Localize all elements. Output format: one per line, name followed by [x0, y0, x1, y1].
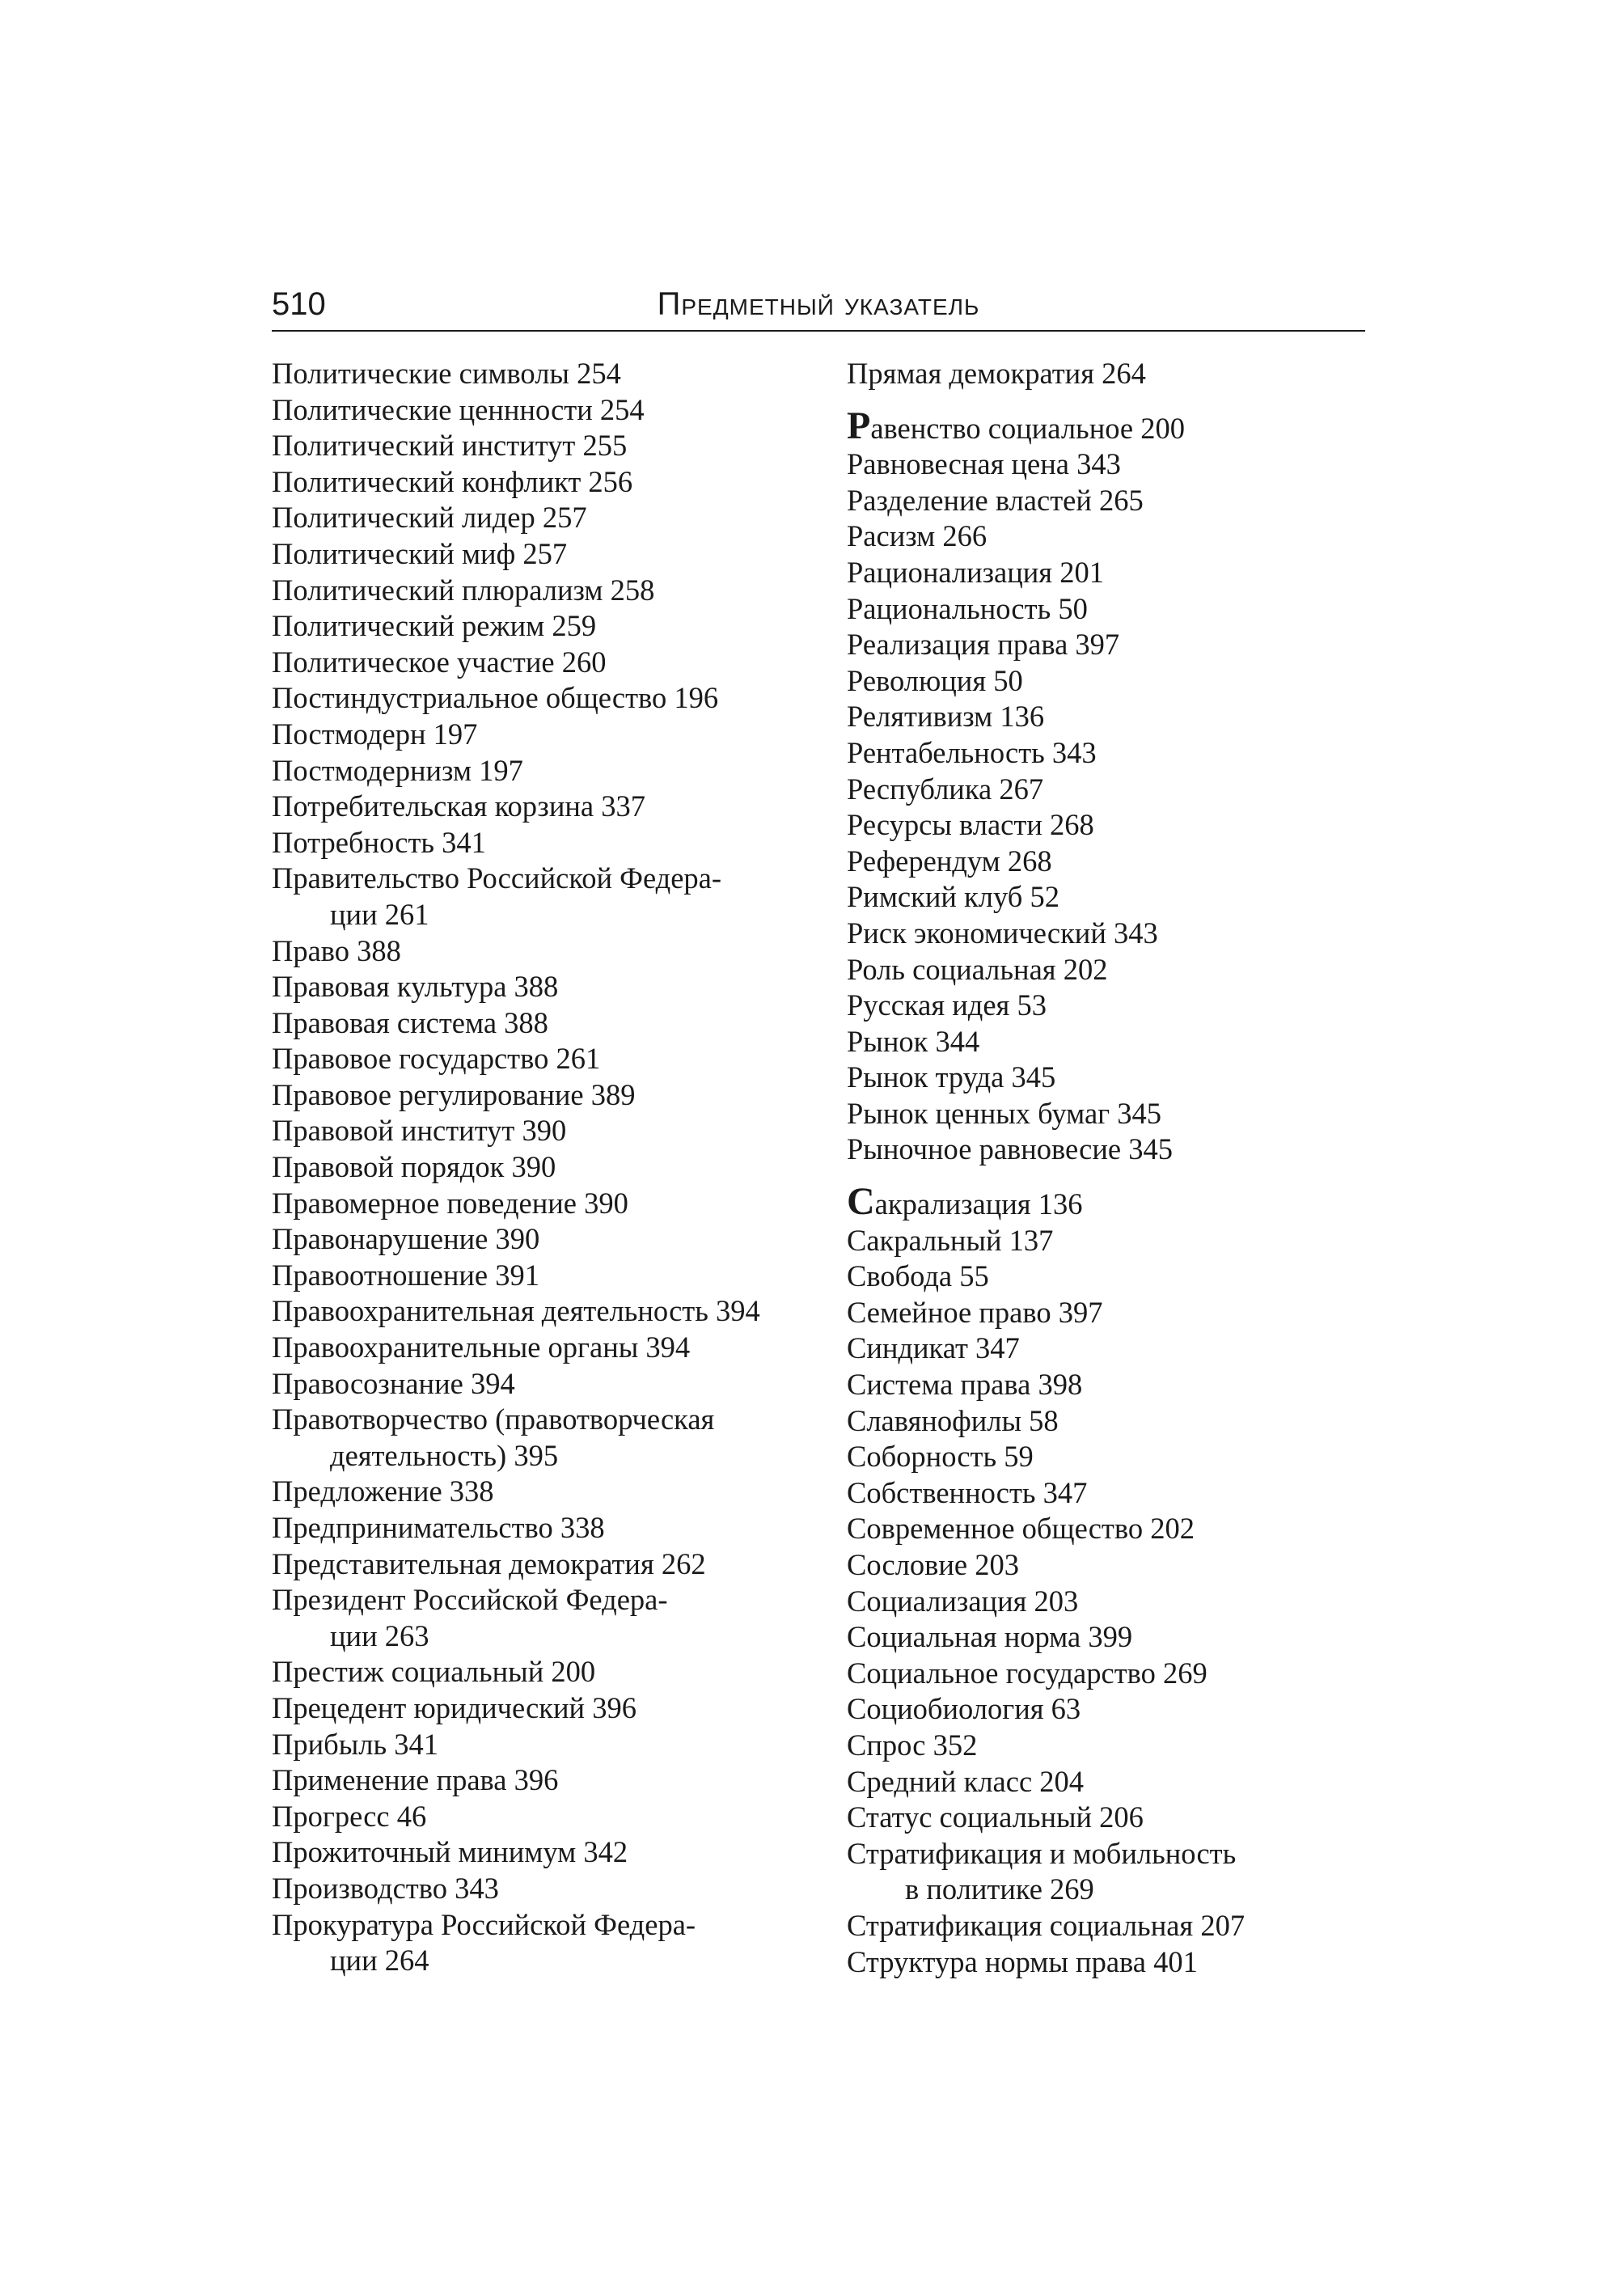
- index-entry-text: [847, 879, 1381, 916]
- index-term: Правонарушение 390: [272, 1222, 540, 1256]
- index-term: Президент Российской Федера-: [272, 1583, 668, 1617]
- index-term: Рынок ценных бумаг 345: [847, 1096, 1162, 1130]
- index-entry-text: [847, 1944, 1381, 1981]
- index-entry: [847, 735, 1381, 772]
- index-entry-text: [272, 1077, 822, 1114]
- index-entry-continuation: ции 264: [330, 1944, 429, 1978]
- index-term: Спрос 352: [847, 1728, 978, 1762]
- index-entry: [847, 1295, 1381, 1331]
- index-term: Статус социальный 206: [847, 1800, 1144, 1834]
- index-entry: [272, 1113, 822, 1149]
- index-entry-text: [847, 446, 1381, 483]
- index-entry-text: [847, 1547, 1381, 1584]
- index-entry-text: [847, 1764, 1381, 1800]
- index-entry-text: [847, 1728, 1381, 1764]
- index-entry: [272, 573, 822, 609]
- index-entry-text: [847, 1367, 1381, 1403]
- index-term: Стратификация и мобильность: [847, 1836, 1237, 1870]
- index-entry: [272, 969, 822, 1005]
- index-term: Политический лидер 257: [272, 501, 587, 535]
- index-entry: [847, 1096, 1381, 1132]
- index-entry: [847, 483, 1381, 519]
- index-entry-text: [272, 500, 822, 536]
- index-entry: [272, 1834, 822, 1871]
- index-entry: [847, 627, 1381, 663]
- index-entry-text: [272, 645, 822, 681]
- index-entry-text: [847, 404, 1381, 447]
- index-term: Правоохранительная деятельность 394: [272, 1294, 760, 1328]
- index-term: Свобода 55: [847, 1259, 989, 1293]
- index-term: Прямая демократия 264: [847, 357, 1146, 390]
- index-entry: [272, 1907, 822, 1979]
- index-entry: [272, 825, 822, 861]
- index-entry: [847, 1475, 1381, 1512]
- index-term: Политический институт 255: [272, 429, 628, 463]
- index-entry: [847, 844, 1381, 880]
- index-entry: [847, 1439, 1381, 1475]
- index-entry: [272, 1582, 822, 1654]
- index-entry: [847, 916, 1381, 952]
- index-term: Правоотношение 391: [272, 1258, 539, 1292]
- index-entry-continuation: в политике 269: [905, 1872, 1094, 1906]
- index-entry-text: [847, 1511, 1381, 1547]
- index-entry: [847, 1728, 1381, 1764]
- index-entry-text: [272, 1871, 822, 1907]
- index-term: Политические символы 254: [272, 357, 621, 390]
- index-entry-text: [847, 1060, 1381, 1096]
- index-term: Постмодерн 197: [272, 717, 478, 751]
- index-entry-text: [847, 1223, 1381, 1259]
- index-entry: [847, 1547, 1381, 1584]
- index-entry: [847, 699, 1381, 735]
- index-term: Русская идея 53: [847, 988, 1047, 1022]
- section-initial-letter: Р: [847, 404, 871, 447]
- index-entry-text: [847, 1295, 1381, 1331]
- index-term: Правоохранительные органы 394: [272, 1331, 691, 1364]
- index-entry: [272, 428, 822, 464]
- index-entry: [847, 807, 1381, 844]
- index-term: Расизм 266: [847, 519, 988, 553]
- index-entry-text: [272, 1330, 822, 1366]
- index-entry: [272, 356, 822, 392]
- index-entry: [272, 861, 822, 933]
- index-term: Правотворчество (правотворческая: [272, 1402, 715, 1436]
- index-term: Правовое регулирование 389: [272, 1077, 636, 1111]
- index-entry-text: [847, 1584, 1381, 1620]
- index-term: Прибыль 341: [272, 1727, 438, 1761]
- index-term: Политический конфликт 256: [272, 464, 633, 498]
- index-term: Равновесная цена 343: [847, 447, 1121, 481]
- index-column-left: [272, 356, 822, 1979]
- index-term: Римский клуб 52: [847, 880, 1059, 914]
- index-entry-text: [272, 1041, 822, 1077]
- index-term: Разделение властей 265: [847, 483, 1144, 517]
- index-entry-text: [847, 1096, 1381, 1132]
- index-term: Прецедент юридический 396: [272, 1690, 636, 1724]
- running-title: Предметный указатель: [657, 286, 980, 322]
- index-entry: [847, 1800, 1381, 1836]
- index-term: Применение права 396: [272, 1763, 559, 1797]
- index-entry-continuation: деятельность) 395: [330, 1438, 559, 1472]
- index-term: Синдикат 347: [847, 1331, 1020, 1365]
- index-entry-text: [272, 969, 822, 1005]
- index-entry-text: [847, 1836, 1381, 1872]
- index-entry: [847, 1836, 1381, 1908]
- index-term: Рынок 344: [847, 1024, 980, 1058]
- index-entry: [272, 1330, 822, 1366]
- index-entry: [847, 663, 1381, 700]
- index-entry: [272, 1149, 822, 1186]
- index-term: Рынок труда 345: [847, 1060, 1056, 1094]
- index-entry-text: [847, 1908, 1381, 1944]
- index-entry: [272, 1727, 822, 1763]
- index-entry-continuation: ции 261: [330, 897, 429, 931]
- index-entry-text: [847, 483, 1381, 519]
- index-term: Политические ценнности 254: [272, 392, 645, 426]
- index-entry-text: [272, 789, 822, 825]
- index-entry-text: [847, 952, 1381, 988]
- index-term: Семейное право 397: [847, 1295, 1103, 1329]
- index-entry-text: [272, 1186, 822, 1222]
- index-entry-continuation: ции 263: [330, 1618, 429, 1652]
- index-entry: [272, 1474, 822, 1510]
- index-term: Политический плюрализм 258: [272, 573, 655, 607]
- index-term: Представительная демократия 262: [272, 1546, 706, 1580]
- page-number: 510: [272, 286, 326, 322]
- index-term: Славянофилы 58: [847, 1403, 1059, 1437]
- index-entry: [272, 1005, 822, 1042]
- index-entry: [847, 1511, 1381, 1547]
- index-term: Собственность 347: [847, 1475, 1088, 1509]
- section-initial-letter: С: [847, 1180, 875, 1224]
- index-entry-text: [847, 1024, 1381, 1060]
- index-term: Социализация 203: [847, 1584, 1079, 1618]
- index-term: Прогресс 46: [272, 1799, 427, 1833]
- index-term: Политический режим 259: [272, 609, 597, 643]
- index-entry: [847, 1367, 1381, 1403]
- index-entry-text: [847, 1132, 1381, 1168]
- index-entry: [847, 1132, 1381, 1168]
- index-entry: [847, 1403, 1381, 1440]
- index-entry: [847, 1180, 1381, 1224]
- index-entry: [272, 1258, 822, 1294]
- index-entry: [272, 1510, 822, 1546]
- index-term: Политическое участие 260: [272, 645, 607, 679]
- index-entry-text: [272, 1834, 822, 1871]
- index-entry: [847, 988, 1381, 1024]
- index-entry-text: [847, 1439, 1381, 1475]
- index-entry: [847, 772, 1381, 808]
- index-entry-text: [272, 1258, 822, 1294]
- index-entry-text: [847, 772, 1381, 808]
- index-term: Стратификация социальная 207: [847, 1908, 1245, 1942]
- index-entry-text: [272, 1005, 822, 1042]
- index-term: Правовая система 388: [272, 1005, 548, 1039]
- index-entry-text: [272, 1293, 822, 1330]
- index-entry: [272, 392, 822, 429]
- index-entry-text: [272, 1474, 822, 1510]
- index-entry-text: [847, 356, 1381, 392]
- index-entry-text: [272, 1366, 822, 1402]
- index-term: Сословие 203: [847, 1548, 1020, 1581]
- index-term: Социобиология 63: [847, 1692, 1081, 1726]
- index-term: Предпринимательство 338: [272, 1511, 605, 1544]
- index-entry: [847, 879, 1381, 916]
- index-term: Производство 343: [272, 1871, 499, 1905]
- index-term: Структура нормы права 401: [847, 1944, 1198, 1978]
- index-term: Рационализация 201: [847, 555, 1104, 589]
- index-term: Релятивизм 136: [847, 700, 1045, 734]
- index-entry-text: [272, 1510, 822, 1546]
- index-entry: [847, 404, 1381, 447]
- index-entry-text: [272, 825, 822, 861]
- index-entry: [272, 1799, 822, 1835]
- index-entry-text: [847, 1180, 1381, 1224]
- index-entry-text: [272, 428, 822, 464]
- index-term: Сакральный 137: [847, 1223, 1054, 1257]
- index-entry-text: [272, 536, 822, 573]
- index-entry: [847, 1944, 1381, 1981]
- index-term: Правосознание 394: [272, 1366, 515, 1400]
- index-entry: [272, 753, 822, 789]
- index-entry-text: [847, 699, 1381, 735]
- index-entry: [272, 1221, 822, 1258]
- index-entry-text: [272, 933, 822, 970]
- index-entry: [847, 952, 1381, 988]
- index-term: Престиж социальный 200: [272, 1655, 596, 1689]
- index-term: Рыночное равновесие 345: [847, 1132, 1173, 1166]
- index-entry-text: [847, 844, 1381, 880]
- index-entry-text: [847, 916, 1381, 952]
- index-term: Роль социальная 202: [847, 952, 1108, 986]
- index-entry-text: [847, 735, 1381, 772]
- index-entry-text: [272, 1221, 822, 1258]
- index-entry-text: [272, 1582, 822, 1618]
- index-term: Прокуратура Российской Федера-: [272, 1907, 696, 1941]
- index-term: Ресурсы власти 268: [847, 808, 1094, 842]
- index-entry: [847, 446, 1381, 483]
- index-term: Референдум 268: [847, 844, 1052, 878]
- index-entry: [847, 1259, 1381, 1295]
- index-entry-text: [272, 1907, 822, 1944]
- index-entry-text: [847, 1656, 1381, 1692]
- index-entry-text: [847, 1800, 1381, 1836]
- index-entry: [272, 500, 822, 536]
- index-entry-text: [847, 1331, 1381, 1367]
- index-entry: [847, 591, 1381, 628]
- index-entry: [272, 933, 822, 970]
- page-header: [272, 275, 1365, 332]
- index-column-right: [847, 356, 1381, 1980]
- index-entry: [272, 717, 822, 753]
- index-entry-text: [272, 1149, 822, 1186]
- index-entry-text: [272, 1113, 822, 1149]
- index-entry-text: [847, 1691, 1381, 1728]
- index-entry: [272, 680, 822, 717]
- index-entry-text: [847, 1403, 1381, 1440]
- index-entry-text: [272, 1690, 822, 1727]
- index-entry: [272, 1871, 822, 1907]
- index-entry: [272, 1546, 822, 1583]
- index-term: Предложение 338: [272, 1474, 494, 1508]
- index-term: Право 388: [272, 933, 401, 967]
- index-term: Социальная норма 399: [847, 1620, 1133, 1654]
- index-entry-text: [272, 1402, 822, 1438]
- index-entry: [847, 1060, 1381, 1096]
- index-term: Революция 50: [847, 663, 1023, 697]
- index-entry-text: [847, 1619, 1381, 1656]
- index-term: Современное общество 202: [847, 1512, 1195, 1546]
- index-term: Правомерное поведение 390: [272, 1186, 628, 1220]
- index-term: Правовое государство 261: [272, 1042, 601, 1076]
- index-term: Республика 267: [847, 772, 1044, 806]
- index-entry: [272, 1186, 822, 1222]
- index-entry: [272, 1293, 822, 1330]
- index-entry-text: [272, 717, 822, 753]
- index-entry: [847, 555, 1381, 591]
- index-entry: [272, 645, 822, 681]
- index-entry-text: [272, 464, 822, 501]
- index-entry-text: [847, 663, 1381, 700]
- index-entry-text: [847, 555, 1381, 591]
- index-entry-text: [272, 1546, 822, 1583]
- index-term: Правовой институт 390: [272, 1114, 567, 1148]
- index-entry-text: [272, 861, 822, 897]
- index-term: акрализация 136: [874, 1187, 1083, 1221]
- index-term: Рентабельность 343: [847, 735, 1097, 769]
- index-entry-text: [847, 807, 1381, 844]
- index-entry: [272, 1654, 822, 1690]
- index-entry-text: [272, 1762, 822, 1799]
- index-entry: [847, 1619, 1381, 1656]
- index-entry-text: [847, 988, 1381, 1024]
- index-entry: [272, 608, 822, 645]
- index-entry-text: [847, 1259, 1381, 1295]
- index-term: Постмодернизм 197: [272, 753, 523, 787]
- index-term: Правовой порядок 390: [272, 1150, 556, 1184]
- index-entry: [272, 1366, 822, 1402]
- index-entry-text: [272, 608, 822, 645]
- index-entry: [847, 1908, 1381, 1944]
- index-entry-text: [272, 1799, 822, 1835]
- index-entry-text: [272, 1654, 822, 1690]
- index-entry: [272, 1402, 822, 1474]
- index-entry: [847, 1764, 1381, 1800]
- index-entry-text: [847, 1475, 1381, 1512]
- index-entry: [847, 1024, 1381, 1060]
- index-entry: [272, 464, 822, 501]
- index-term: Потребительская корзина 337: [272, 789, 645, 823]
- index-entry-text: [847, 591, 1381, 628]
- index-entry: [272, 1041, 822, 1077]
- index-term: Правовая культура 388: [272, 970, 559, 1004]
- index-entry: [847, 1691, 1381, 1728]
- index-entry: [272, 1077, 822, 1114]
- index-entry: [847, 1656, 1381, 1692]
- index-term: Прожиточный минимум 342: [272, 1835, 628, 1869]
- index-term: Средний класс 204: [847, 1764, 1085, 1798]
- index-term: Политический миф 257: [272, 536, 568, 570]
- index-entry-text: [847, 518, 1381, 555]
- index-term: Система права 398: [847, 1368, 1083, 1402]
- index-entry: [847, 1584, 1381, 1620]
- index-term: Реализация права 397: [847, 628, 1120, 662]
- index-entry: [847, 518, 1381, 555]
- index-term: Рациональность 50: [847, 591, 1088, 625]
- index-entry: [272, 789, 822, 825]
- index-entry-text: [847, 627, 1381, 663]
- index-term: Социальное государство 269: [847, 1656, 1207, 1690]
- index-entry-text: [272, 356, 822, 392]
- index-entry: [272, 1690, 822, 1727]
- index-entry-text: [272, 753, 822, 789]
- index-term: Постиндустриальное общество 196: [272, 681, 719, 715]
- index-entry-text: [272, 573, 822, 609]
- index-entry: [272, 536, 822, 573]
- index-entry-text: [272, 392, 822, 429]
- index-term: Соборность 59: [847, 1440, 1034, 1474]
- index-entry-text: [272, 680, 822, 717]
- index-entry: [847, 1331, 1381, 1367]
- index-term: Потребность 341: [272, 825, 486, 859]
- index-term: авенство социальное 200: [870, 411, 1185, 445]
- index-entry: [272, 1762, 822, 1799]
- index-entry: [847, 356, 1381, 392]
- index-term: Риск экономический 343: [847, 916, 1158, 950]
- index-entry: [847, 1223, 1381, 1259]
- index-entry-text: [272, 1727, 822, 1763]
- index-term: Правительство Российской Федера-: [272, 861, 722, 895]
